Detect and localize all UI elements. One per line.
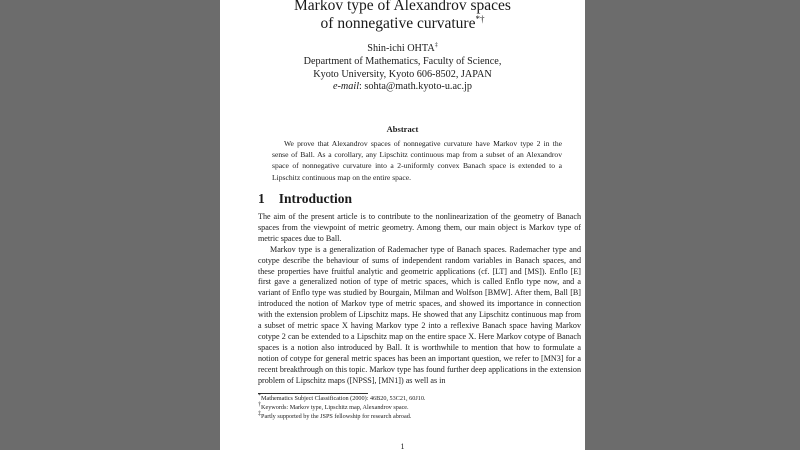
paper-title-line-1: Markov type of Alexandrov spaces	[294, 0, 511, 14]
author-name-text: Shin-ichi OHTA	[367, 43, 435, 54]
title-footnote-marks: *†	[475, 13, 485, 24]
section-heading	[258, 191, 352, 207]
author-name	[220, 42, 585, 56]
abstract-text: We prove that Alexandrov spaces of nonnegative curvature have Markov type 2 in the sense of Ball. As a corollary, any Lipschitz continuous map from a subset of an Alexandrov space of nonnegative curvature into a 2-uniformly convex Banach space is extended to a Lipschitz continuous map on the entire space.	[272, 139, 562, 182]
footnote-rule	[258, 393, 368, 394]
paragraph-1: The aim of the present article is to contribute to the nonlinearization of the geometry of Banach spaces from the viewpoint of metric geometry. Among them, our main object is Markov type of metric spaces due to Ball.	[258, 212, 581, 243]
footnote-1-mark: *	[258, 392, 261, 399]
page-number: 1	[400, 442, 405, 450]
paragraph-2: Markov type is a generalization of Rademacher type of Banach spaces. Rademacher type and cotype describe the behaviour of sums of independent random variables in Banach spaces, and these properties have fruitful analytic and geometric applications (cf. [LT] and [MS]). Enflo [E] first gave a generalized notion of type of metric spaces, which is called Enflo type now, and a variant of Enflo type was studied by Bourgain, Milman and Wolfson [BMW]. After them, Ball [B] introduced the notion of Markov type of metric spaces, and showed its importance in connection with the extension problem of Lipschitz maps. He showed that any Lipschitz continuous map from a subset of metric space X having Markov type 2 into a reflexive Banach space having Markov cotype 2 can be extended to a Lipschitz map on the entire space X. Here Markov cotype of Banach spaces is a notion also introduced by Ball. It is worthwhile to mention that how to formulate a notion of cotype for general metric spaces has been an important question, we refer to [MN3] for a recent breakthrough on this topic. Markov type has found further deep applications in the extension problem of Lipschitz maps ([NPSS], [MN1]) as well as in	[258, 244, 581, 385]
footnote-2-mark: †	[258, 401, 261, 408]
footnote-3-text: Partly supported by the JSPS fellowship for research abroad.	[261, 413, 412, 420]
affiliation-line-2: Kyoto University, Kyoto 606-8502, JAPAN	[313, 69, 492, 80]
section-number: 1	[258, 191, 265, 206]
paper-page	[220, 0, 585, 450]
footnote-3	[258, 410, 581, 422]
email-address[interactable]: sohta@math.kyoto-u.ac.jp	[364, 81, 472, 92]
author-footnote-mark: ‡	[434, 42, 438, 49]
footnote-3-mark: ‡	[258, 410, 261, 417]
body-text	[258, 212, 581, 387]
email-line: e-mail: sohta@math.kyoto-u.ac.jp	[333, 81, 472, 92]
footnote-1	[258, 392, 581, 404]
paper-title-line-2	[220, 14, 585, 33]
abstract-heading: Abstract	[386, 124, 419, 134]
title-text: of nonnegative curvature	[320, 15, 476, 32]
section-title: Introduction	[278, 191, 353, 206]
footnote-2	[258, 401, 581, 413]
affiliation-line-1: Department of Mathematics, Faculty of Science,	[303, 56, 502, 67]
email-label: e-mail	[333, 81, 360, 92]
footnote-1-text: Mathematics Subject Classification (2000): 46B20, 53C21, 60J10.	[261, 395, 426, 402]
footnote-2-text: Keywords: Markov type, Lipschitz map, Alexandrov space.	[261, 404, 409, 411]
